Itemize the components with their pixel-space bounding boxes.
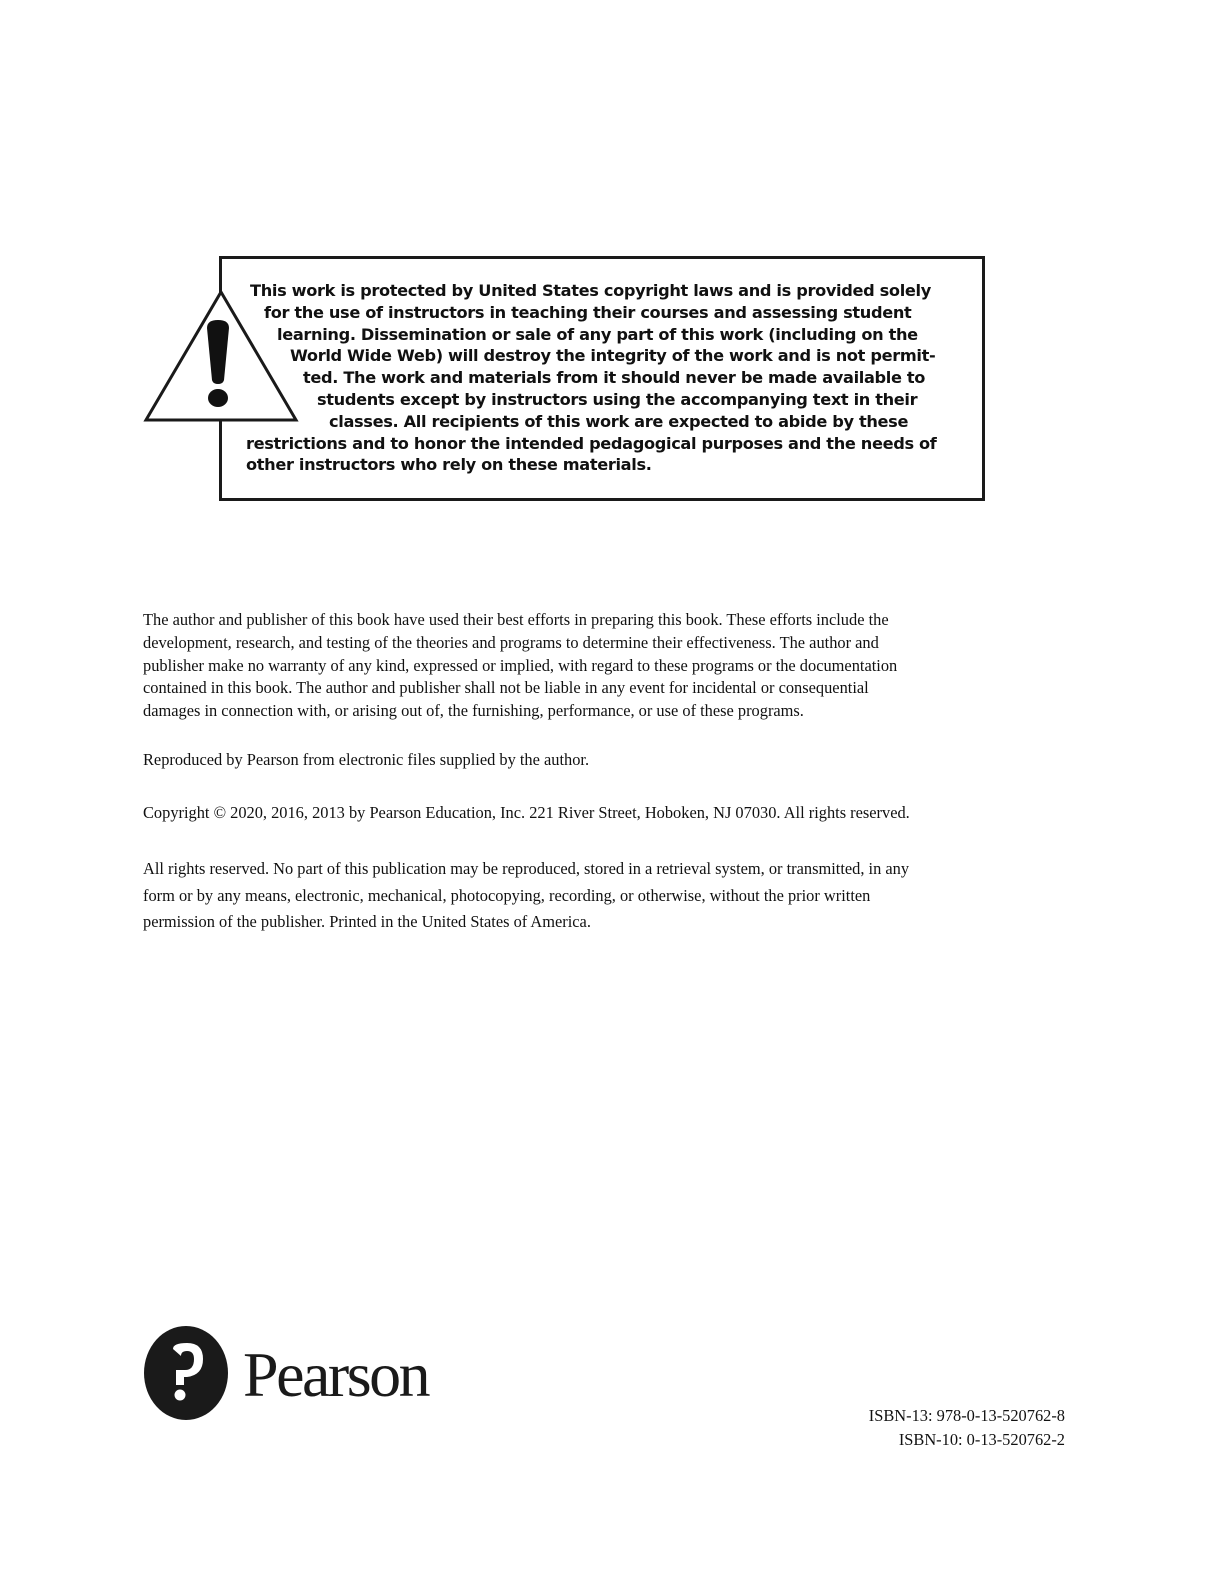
- isbn-block: [869, 1404, 1065, 1452]
- notice-line: for the use of instructors in teaching their courses and assessing student: [264, 302, 912, 322]
- disclaimer-line: damages in connection with, or arising out of, the furnishing, performance, or use of these programs.: [143, 701, 804, 721]
- notice-line: This work is protected by United States copyright laws and is provided solely: [250, 281, 931, 300]
- rights-line: form or by any means, electronic, mechanical, photocopying, recording, or otherwise, without the prior written: [143, 885, 871, 905]
- pearson-logo-icon: [143, 1325, 229, 1421]
- notice-line: World Wide Web) will destroy the integrity of the work and is not permit-: [290, 346, 936, 366]
- disclaimer-line: contained in this book. The author and publisher shall not be liable in any event for incidental or consequential: [143, 678, 869, 698]
- rights-line: permission of the publisher. Printed in the United States of America.: [143, 912, 591, 931]
- pearson-logo: [143, 1325, 428, 1421]
- disclaimer-line: development, research, and testing of the theories and programs to determine their effectiveness. The author and: [143, 632, 879, 652]
- rights-line: All rights reserved. No part of this publication may be reproduced, stored in a retrieval system, or transmitted, in any: [143, 859, 910, 878]
- notice-line: ted. The work and materials from it should never be made available to: [303, 368, 926, 388]
- notice-line: learning. Dissemination or sale of any part of this work (including on the: [277, 324, 918, 344]
- reproduced-statement: Reproduced by Pearson from electronic files supplied by the author.: [143, 750, 590, 769]
- pearson-wordmark: Pearson: [243, 1339, 429, 1410]
- copyright-notice-text: [236, 280, 964, 476]
- rights-paragraph: [143, 856, 1093, 936]
- notice-line: restrictions and to honor the intended pedagogical purposes and the needs of: [246, 433, 937, 453]
- copyright-statement: Copyright © 2020, 2016, 2013 by Pearson Education, Inc. 221 River Street, Hoboken, NJ 07030. All rights reserved.: [143, 803, 910, 822]
- disclaimer-line: publisher make no warranty of any kind, expressed or implied, with regard to these programs or the documentation: [143, 655, 898, 675]
- disclaimer-paragraph: [143, 609, 1093, 723]
- notice-line: other instructors who rely on these materials.: [246, 455, 652, 475]
- isbn-13: ISBN-13: 978-0-13-520762-8: [868, 1406, 1065, 1425]
- notice-line: students except by instructors using the accompanying text in their: [317, 389, 918, 409]
- disclaimer-line: The author and publisher of this book have used their best efforts in preparing this book. These efforts include the: [143, 610, 889, 629]
- isbn-10: ISBN-10: 0-13-520762-2: [898, 1430, 1065, 1449]
- notice-line: classes. All recipients of this work are expected to abide by these: [329, 411, 909, 431]
